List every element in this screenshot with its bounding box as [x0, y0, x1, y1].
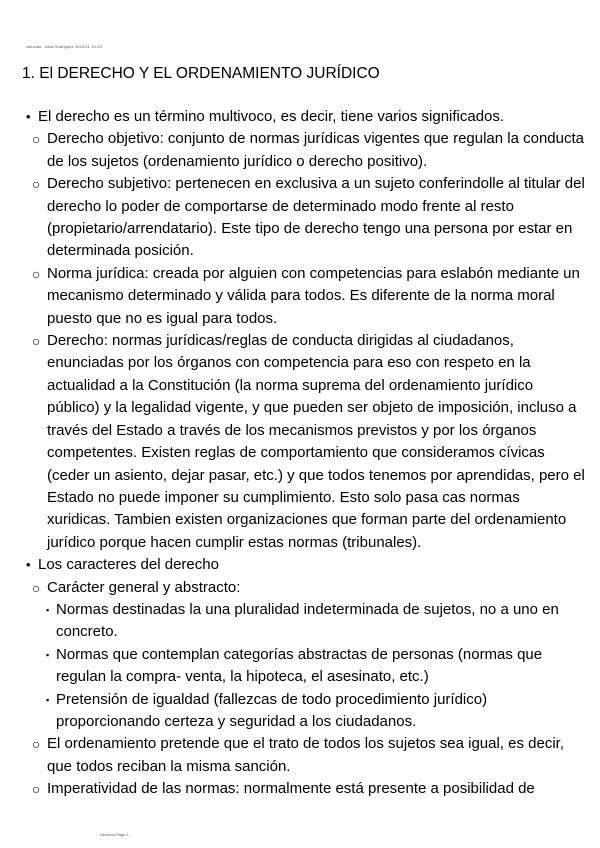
list-item: [26, 173, 586, 263]
bullet-icon: •: [26, 109, 31, 124]
circle-bullet-icon: ○: [32, 265, 41, 282]
list-item-text: Pretensión de igualdad (fallezcas de todo procedimiento jurídico) proporcionando certeza y seguridad a los ciudadanos.: [56, 690, 488, 730]
list-item: [26, 733, 586, 778]
list-item-text: Carácter general y abstracto:: [47, 578, 241, 596]
list-item: [26, 330, 586, 554]
list-item-text: Norma jurídica: creada por alguien con competencias para eslabón mediante un mecanismo determinado y válida para todos. Es diferente de la norma moral puesto que no es igual para todos.: [47, 264, 580, 327]
list-item: [26, 106, 586, 128]
list-item-text: Derecho subjetivo: pertenecen en exclusiva a un sujeto conferindolle al titular del derecho lo poder de comportarse de determinado modo frente al resto (propietario/arrendatario). Este tipo de derecho tengo una persona por estar en determinada posición.: [47, 175, 585, 260]
square-bullet-icon: ▪: [46, 604, 50, 615]
square-bullet-icon: ▪: [46, 694, 50, 705]
list-item-text: El derecho es un término multivoco, es decir, tiene varios significados.: [38, 108, 505, 125]
list-item: [26, 577, 586, 599]
list-item-text: Derecho: normas jurídicas/reglas de conducta dirigidas al ciudadanos, enunciadas por los órganos con competencia para eso con respeto en la actualidad a la Constitución (la norma suprema del ordenamiento jurídico público) y la legalidad vigente, y que pueden ser objeto de imposición, incluso a través del Estado a través de los mecanismos previstos y por los órganos competentes. Existen reglas de comportamiento que consideramos cívicas (ceder un asiento, dejar pasar, etc.) y que todos tenemos por aprendidas, pero el Estado no puede imponer su cumplimiento. Esto solo pasa cas normas xuridicas. Tambien existen organizaciones que forman parte del ordenamiento jurídico porque hacen cumplir estas normas (tribunales).: [47, 332, 585, 551]
circle-bullet-icon: ○: [32, 333, 41, 350]
list-item-text: Derecho objetivo: conjunto de normas jurídicas vigentes que regulan la conducta de los sujetos (ordenamiento jurídico o derecho positivo).: [47, 130, 584, 170]
list-item: [26, 128, 586, 173]
document-body: [26, 106, 586, 801]
footer-note: Derecho Page 1: [100, 832, 129, 837]
list-item-text: Imperatividad de las normas: normalmente está presente a posibilidad de: [47, 780, 535, 798]
page-title: 1. El DERECHO Y EL ORDENAMIENTO JURÍDICO: [22, 65, 380, 82]
list-item-text: Normas destinadas la una pluralidad indeterminada de sujetos, no a uno en concreto.: [56, 600, 559, 641]
square-bullet-icon: ▪: [46, 649, 50, 660]
list-item-text: El ordenamiento pretende que el trato de todos los sujetos sea igual, es decir, que todos reciban la misma sanción.: [47, 735, 564, 775]
list-item: [26, 689, 586, 734]
circle-bullet-icon: ○: [32, 131, 41, 148]
list-item: [26, 778, 586, 800]
header-note: ciencias · Alba Rodriguez 2020/21 19-20: [26, 44, 102, 49]
list-item: [26, 263, 586, 330]
list-item: [26, 599, 586, 644]
list-item: [26, 554, 586, 576]
circle-bullet-icon: ○: [32, 579, 41, 596]
list-item: [26, 644, 586, 689]
bullet-icon: •: [26, 557, 31, 573]
circle-bullet-icon: ○: [32, 736, 41, 753]
circle-bullet-icon: ○: [32, 781, 41, 798]
list-item-text: Normas que contemplan categorías abstractas de personas (normas que regulan la compra- venta, la hipoteca, el asesinato, etc.): [56, 645, 543, 686]
circle-bullet-icon: ○: [32, 176, 41, 193]
list-item-text: Los caracteres del derecho: [38, 556, 219, 574]
